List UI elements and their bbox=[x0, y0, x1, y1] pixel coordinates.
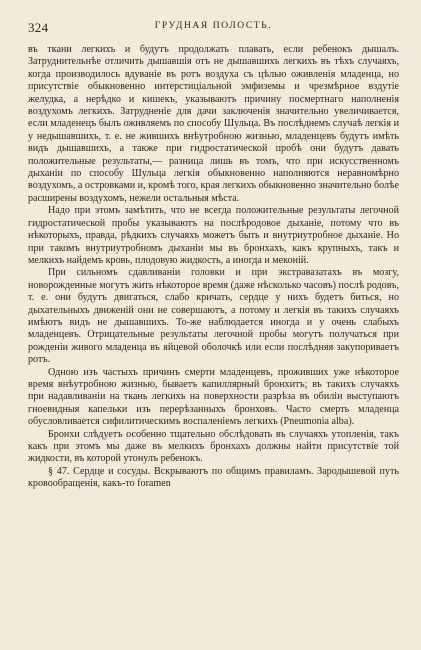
page-number: 324 bbox=[28, 20, 49, 35]
paragraph-intrauterine-breathing: Надо при этомъ замѣтить, что не всегда положительные результаты легочной гидростатической пробы указываютъ на послѣродовое дыханіе, потому что въ нѣкоторыхъ, правда, рѣдкихъ случаяхъ можетъ быть и внутриутробное дыханіе. Но при такомъ внутриутробномъ дыханіи мы въ бронхахъ, какъ крупныхъ, такъ и мелкихъ найдемъ кровь, плодовую жидкость, а иногда и меконій. bbox=[28, 205, 399, 266]
page-header bbox=[28, 20, 399, 34]
body-text bbox=[28, 44, 399, 491]
paragraph-drowning-bronchi: Бронхи слѣдуетъ особенно тщательно обслѣдовать въ случаяхъ утопленія, такъ какъ при этомъ мы даже въ мелкихъ бронхахъ должны найти присутствіе той жидкости, въ которой утонулъ ребенокъ. bbox=[28, 428, 399, 465]
paragraph-head-compression: При сильномъ сдавливаніи головки и при экстравазатахъ въ мозгу, новорожденные могутъ жить нѣкоторое время (даже нѣсколько часовъ) послѣ родовъ, т. е. они будутъ двигаться, слабо кричать, сердце у нихъ будетъ биться, но дыхательныхъ движеній они не совершаютъ, а потому и легкія въ такихъ случаяхъ имѣютъ видъ не дышавшихъ. То-же наблюдается иногда и у очень слабыхъ младенцевъ. Отрицательные результаты легочной пробы могутъ получаться при рожденіи живого младенца въ яйцевой оболочкѣ или если послѣдняя закупориваетъ ротъ. bbox=[28, 267, 399, 366]
paragraph-section-47: § 47. Сердце и сосуды. Вскрываютъ по общимъ правиламъ. Зародышевой путь кровообращенія, какъ-то foramen bbox=[28, 465, 399, 490]
paragraph-capillary-bronchitis: Одною изъ частыхъ причинъ смерти младенцевъ, проживших уже нѣкоторое время внѣутробною жизнью, бываетъ капиллярный бронхитъ; въ такихъ случаяхъ при надавливаніи на ткань легкихъ на поверхности разрѣза въ обиліи выступаютъ гноевидныя капельки изъ перерѣзанныхъ бронховъ. Часто смерть младенца обусловливается сифилитическимъ воспаленіемъ легкихъ (Pneumonia alba). bbox=[28, 366, 399, 428]
paragraph-lung-inflation: въ ткани легкихъ и будутъ продолжать плавать, если ребенокъ дышалъ. Затруднительнѣе отличить дышавшія отъ не дышавшихъ легкихъ въ тѣхъ случаяхъ, когда производилось вдуваніе въ ротъ воздуха съ цѣлью оживленія младенца, но присутствіе обыкновенно интерстиціальной эмфиземы и чрезмѣрное вздутіе желудка, а нерѣдко и кишекъ, указываютъ причину посмертнаго наполненія воздухомъ легкихъ. Затрудненіе для дачи заключенія значительно увеличивается, если младенецъ былъ оживляемъ по способу Шульца. Въ послѣднемъ случаѣ легкія и у недышавшихъ, т. е. не жившихъ внѣутробною жизнью, младенцевъ будутъ имѣть видъ дышавшихъ, а также при гидростатической пробѣ они будутъ давать положительные результаты,— разница лишь въ томъ, что при искусственномъ дыханіи по способу Шульца легкія обыкновенно наполняются неравномѣрно воздухомъ, а островками и, кромѣ того, края легкихъ обыкновенно значительно болѣе расширены воздухомъ, нежели остальныя мѣста. bbox=[28, 44, 399, 204]
running-title: ГРУДНАЯ ПОЛОСТЬ. bbox=[154, 21, 273, 31]
